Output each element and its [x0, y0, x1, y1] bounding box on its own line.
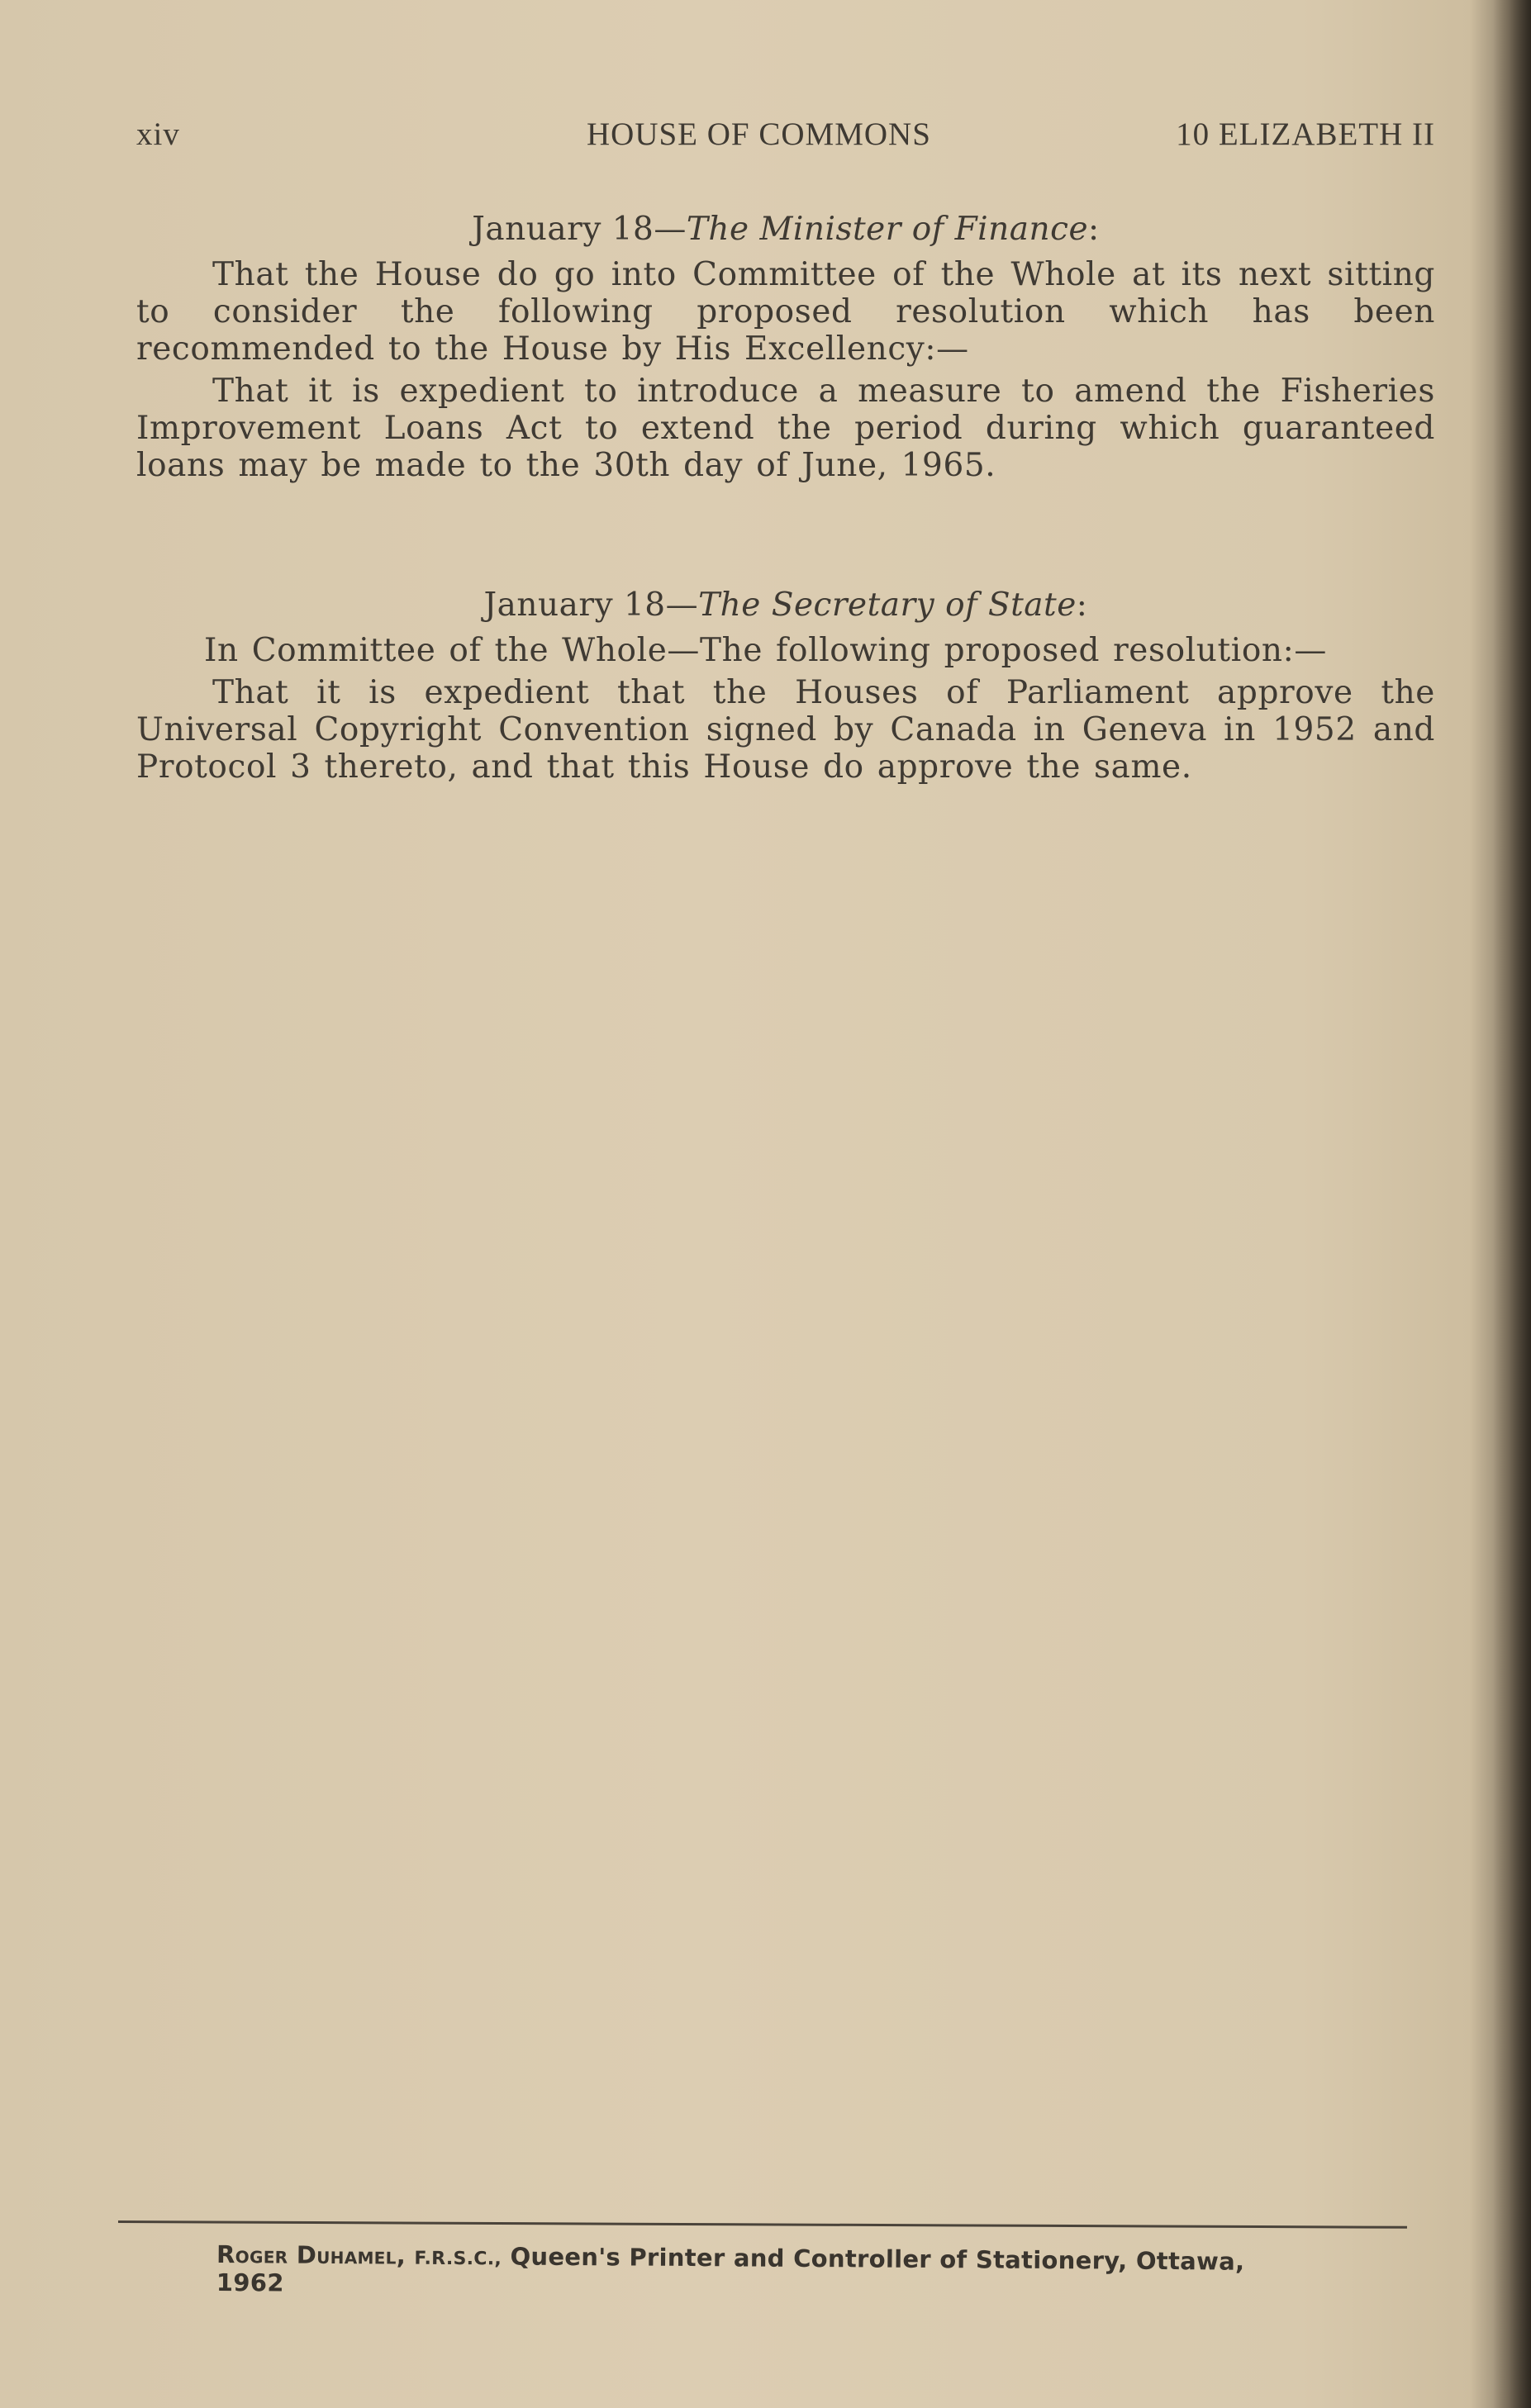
imprint-text: Queen's Printer and Controller of Stationery, Ottawa, 1962: [216, 2242, 1245, 2297]
regnal-year: 10 ELIZABETH II: [1176, 116, 1435, 152]
notice-paragraph: That it is expedient that the Houses of Parliament approve the Universal Copyright Convention signed by Canada in Geneva in 1952 and Protocol 3 thereto, and that this House do approve the same.: [136, 674, 1435, 786]
notice-role-suffix: :: [1076, 587, 1088, 624]
notice-date: January 18—: [472, 211, 687, 248]
notice-paragraph: In Committee of the Whole—The following proposed resolution:—: [204, 632, 1327, 669]
notice-role-suffix: :: [1088, 211, 1100, 248]
notice-minister-of-finance: [136, 211, 1435, 484]
imprint-name: Roger Duhamel,: [216, 2240, 407, 2270]
notice-role: The Minister of Finance: [686, 211, 1089, 248]
notice-secretary-of-state: [136, 587, 1435, 786]
running-title: HOUSE OF COMMONS: [587, 116, 931, 152]
notice-paragraph: That it is expedient to introduce a measure to amend the Fisheries Improvement Loans Act to extend the period during which guaranteed loans may be made to the 30th day of June, 1965.: [136, 373, 1435, 484]
notice-paragraph: That the House do go into Committee of the Whole at its next sitting to consider the following proposed resolution which has been recommended to the House by His Excellency:—: [136, 256, 1435, 368]
page-number: xiv: [136, 116, 180, 152]
running-header: [136, 116, 1435, 165]
notice-heading: [136, 211, 1435, 248]
notice-date: January 18—: [483, 587, 699, 624]
imprint-honorific: F.R.S.C.,: [414, 2248, 502, 2270]
printer-imprint: [216, 2240, 1307, 2304]
footer-rule: [118, 2220, 1407, 2229]
binding-shadow: [1493, 0, 1531, 2408]
notice-heading: [136, 587, 1435, 624]
notice-role: The Secretary of State: [698, 587, 1077, 624]
